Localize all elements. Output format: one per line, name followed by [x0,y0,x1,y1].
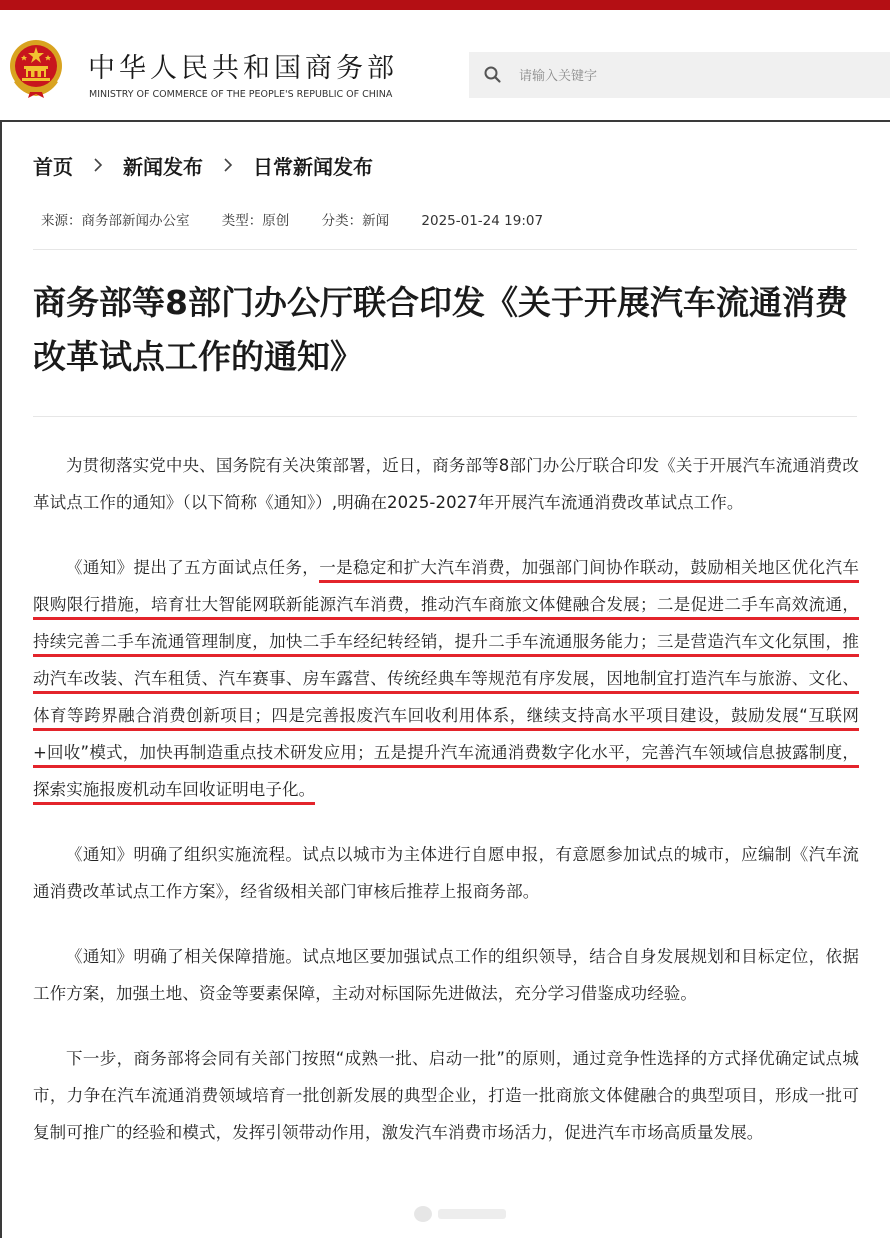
search-icon[interactable] [483,65,503,85]
search-box[interactable] [469,52,890,98]
breadcrumb-home[interactable]: 首页 [33,154,73,179]
meta-category: 分类：新闻 [321,213,390,229]
org-name-cn[interactable]: 中华人民共和国商务部 [88,53,398,84]
highlighted-task-1: 一是稳定和扩大汽车消费，加强部门间协作联动，鼓励相关地区优化汽车限购限行措施，培育壮大智能网联新能源汽车消费，推动汽车商旅文体健融合发展； [33,558,859,620]
search-input[interactable] [517,52,881,100]
top-accent-bar [0,0,890,10]
chevron-right-icon [203,150,253,180]
org-name-en: MINISTRY OF COMMERCE OF THE PEOPLE'S REPUBLIC OF CHINA [89,89,393,100]
article-meta [41,209,571,229]
highlighted-task-4: 四是完善报废汽车回收利用体系，继续支持高水平项目建设，鼓励发展“互联网+回收”模式，加快再制造重点技术研发应用； [33,706,859,768]
paragraph-2-intro: 《通知》提出了五方面试点任务， [66,558,320,577]
highlighted-task-2: 二是促进二手车高效流通，持续完善二手车流通管理制度，加快二手车经纪转经销，提升二手车流通服务能力； [33,595,859,657]
paragraph-4: 《通知》明确了相关保障措施。试点地区要加强试点工作的组织领导，结合自身发展规划和目标定位，依据工作方案，加强土地、资金等要素保障，主动对标国际先进做法，充分学习借鉴成功经验。 [33,947,859,1003]
meta-datetime: 2025-01-24 19:07 [421,213,544,229]
paragraph-3: 《通知》明确了组织实施流程。试点以城市为主体进行自愿申报，有意愿参加试点的城市，应编制《汽车流通消费改革试点工作方案》，经省级相关部门审核后推荐上报商务部。 [33,845,859,901]
highlighted-task-3: 三是营造汽车文化氛围，推动汽车改装、汽车租赁、汽车赛事、房车露营、传统经典车等规范有序发展，因地制宜打造汽车与旅游、文化、体育等跨界融合消费创新项目； [33,632,859,731]
site-header [0,10,890,120]
breadcrumb [33,150,373,180]
article-title: 商务部等8部门办公厅联合印发《关于开展汽车流通消费改革试点工作的通知》 [33,283,848,376]
title-divider [33,416,857,417]
left-border-line [0,120,2,1238]
highlighted-task-5: 五是提升汽车流通消费数字化水平，完善汽车领域信息披露制度，探索实施报废机动车回收证明电子化。 [33,743,859,805]
article-body [33,447,859,1179]
paragraph-5: 下一步，商务部将会同有关部门按照“成熟一批、启动一批”的原则，通过竞争性选择的方式择优确定试点城市，力争在汽车流通消费领域培育一批创新发展的典型企业，打造一批商旅文体健融合的典型项目，形成一批可复制可推广的经验和模式，发挥引领带动作用，激发汽车消费市场活力，促进汽车市场高质量发展。 [33,1049,859,1142]
chevron-right-icon [73,150,123,180]
header-divider [0,120,890,122]
breadcrumb-news-release[interactable]: 新闻发布 [123,154,203,179]
paragraph-1: 为贯彻落实党中央、国务院有关决策部署，近日，商务部等8部门办公厅联合印发《关于开展汽车流通消费改革试点工作的通知》（以下简称《通知》）,明确在2025-2027年开展汽车流通消费改革试点工作。 [33,456,859,512]
national-emblem-icon[interactable] [8,38,64,98]
meta-type: 类型：原创 [221,213,290,229]
meta-source: 来源：商务部新闻办公室 [41,213,190,229]
meta-divider [33,249,857,250]
paragraph-2 [33,549,859,808]
watermark-logo-icon [412,1203,512,1225]
breadcrumb-daily-news[interactable]: 日常新闻发布 [253,154,373,179]
